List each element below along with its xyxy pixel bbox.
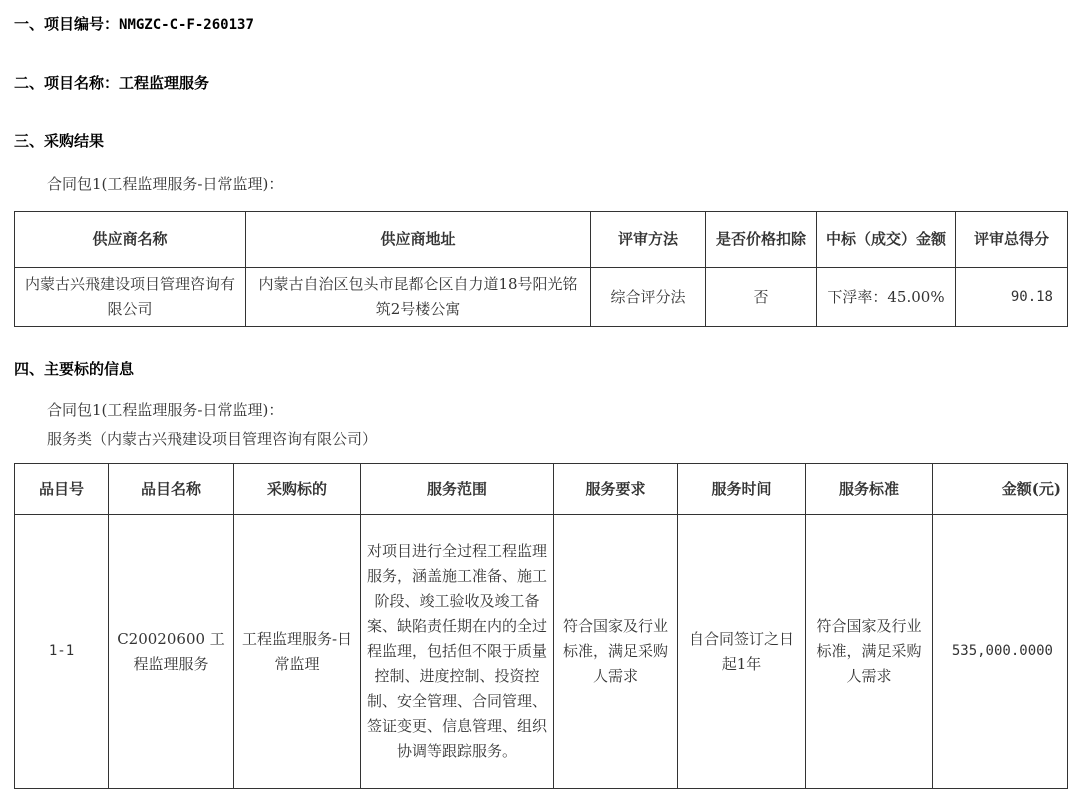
header-price-deduction: 是否价格扣除 — [706, 212, 817, 268]
cell-service-scope: 对项目进行全过程工程监理服务，涵盖施工准备、施工阶段、竣工验收及竣工备案、缺陷责任期在内的全过程监理，包括但不限于质量控制、进度控制、投资控制、安全管理、合同管理、签证变更、信息管理、组织协调等跟踪服务。 — [361, 515, 554, 789]
header-supplier-name: 供应商名称 — [15, 212, 246, 268]
cell-service-requirement: 符合国家及行业标准，满足采购人需求 — [554, 515, 678, 789]
contract-package-line-2: 合同包1(工程监理服务-日常监理)： — [47, 401, 284, 419]
procurement-table-header-row — [15, 212, 1068, 268]
section-main-subject-title: 四、主要标的信息 — [14, 360, 135, 378]
project-name-label: 二、项目名称： — [14, 74, 120, 92]
service-category-line: 服务类（内蒙古兴飛建设项目管理咨询有限公司） — [47, 430, 378, 448]
header-award-amount: 中标（成交）金额 — [817, 212, 956, 268]
header-procurement-subject: 采购标的 — [234, 464, 361, 515]
section-project-number — [14, 14, 1068, 35]
procurement-result-table — [14, 211, 1068, 327]
procurement-table-row — [15, 268, 1068, 327]
project-number-label: 一、项目编号： — [14, 15, 120, 33]
header-review-score: 评审总得分 — [956, 212, 1068, 268]
cell-price-deduction: 否 — [706, 268, 817, 327]
cell-review-score: 90.18 — [956, 268, 1068, 327]
section-procurement-result-title: 三、采购结果 — [14, 132, 105, 150]
subject-table — [14, 463, 1068, 789]
section-project-name — [14, 73, 1068, 93]
subject-table-row — [15, 515, 1068, 789]
subject-table-header-row — [15, 464, 1068, 515]
header-service-scope: 服务范围 — [361, 464, 554, 515]
header-amount: 金额(元) — [933, 464, 1068, 515]
project-name-value: 工程监理服务 — [119, 74, 210, 92]
cell-service-standard: 符合国家及行业标准，满足采购人需求 — [806, 515, 933, 789]
header-service-time: 服务时间 — [678, 464, 806, 515]
cell-supplier-name: 内蒙古兴飛建设项目管理咨询有限公司 — [15, 268, 246, 327]
cell-supplier-address: 内蒙古自治区包头市昆都仑区自力道18号阳光铭筑2号楼公寓 — [246, 268, 591, 327]
cell-procurement-subject: 工程监理服务-日常监理 — [234, 515, 361, 789]
project-number-value: NMGZC-C-F-260137 — [119, 17, 254, 33]
cell-item-name: C20020600 工程监理服务 — [109, 515, 234, 789]
cell-service-time: 自合同签订之日起1年 — [678, 515, 806, 789]
contract-package-line: 合同包1(工程监理服务-日常监理)： — [47, 175, 284, 193]
cell-review-method: 综合评分法 — [591, 268, 706, 327]
header-supplier-address: 供应商地址 — [246, 212, 591, 268]
header-service-standard: 服务标准 — [806, 464, 933, 515]
cell-amount: 535,000.0000 — [933, 515, 1068, 789]
header-item-name: 品目名称 — [109, 464, 234, 515]
header-review-method: 评审方法 — [591, 212, 706, 268]
cell-item-no: 1-1 — [15, 515, 109, 789]
cell-award-amount: 下浮率：45.00% — [817, 268, 956, 327]
header-item-no: 品目号 — [15, 464, 109, 515]
header-service-requirement: 服务要求 — [554, 464, 678, 515]
